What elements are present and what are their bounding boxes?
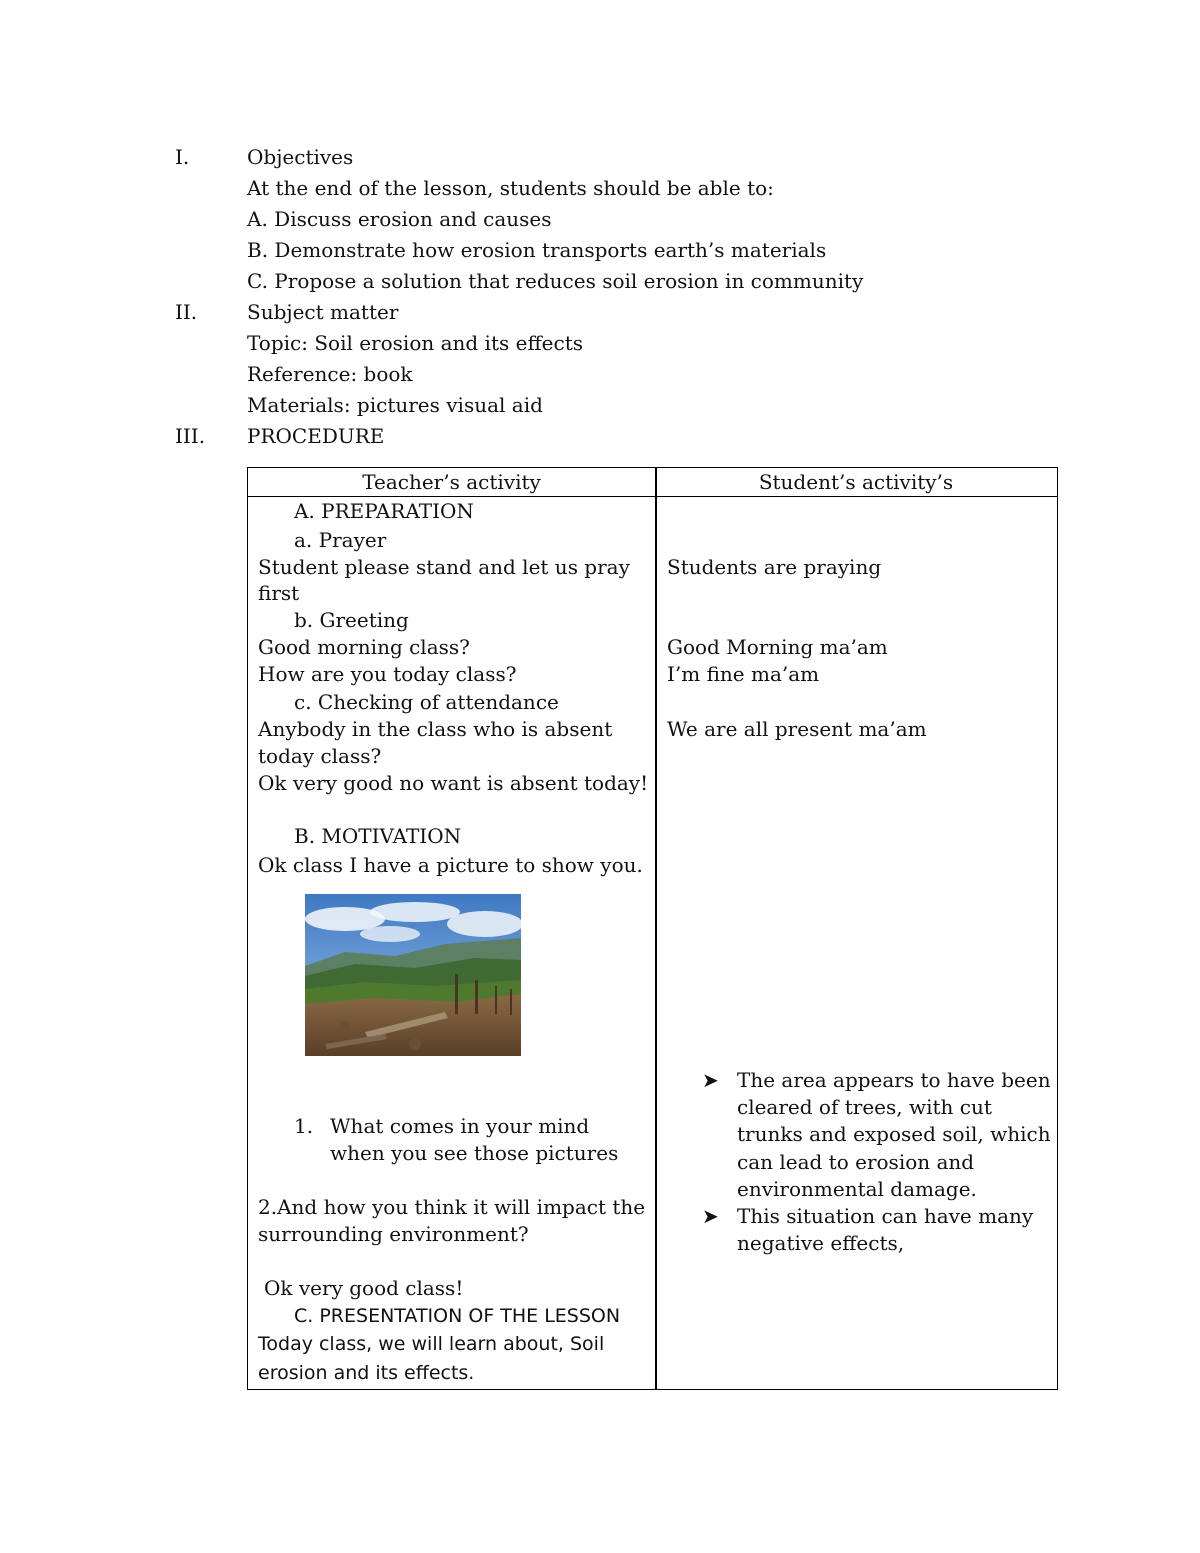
teacher-line: Ok very good no want is absent today!	[258, 771, 649, 795]
student-bullet-line: The area appears to have been	[737, 1068, 1051, 1092]
heading-preparation: A. PREPARATION	[294, 499, 474, 523]
subject-reference: Reference: book	[247, 362, 413, 386]
procedure-table	[247, 467, 1058, 1390]
student-response: We are all present ma’am	[667, 717, 927, 741]
teacher-line: Ok class I have a picture to show you.	[258, 853, 643, 877]
teacher-line: erosion and its effects.	[258, 1362, 475, 1384]
student-bullet-line: This situation can have many	[737, 1204, 1034, 1228]
header-teacher-activity: Teacher’s activity	[362, 470, 541, 494]
heading-presentation: C. PRESENTATION OF THE LESSON	[294, 1305, 621, 1327]
section-title-subject-matter: Subject matter	[247, 300, 399, 324]
teacher-question: when you see those pictures	[330, 1141, 619, 1165]
teacher-line: first	[258, 581, 300, 605]
student-bullet-line: negative effects,	[737, 1231, 905, 1255]
column-divider	[655, 468, 657, 1389]
student-response: Students are praying	[667, 555, 882, 579]
student-response: I’m fine ma’am	[667, 662, 820, 686]
student-response: Good Morning ma’am	[667, 635, 888, 659]
objectives-intro: At the end of the lesson, students should be able to:	[247, 176, 774, 200]
teacher-line: Today class, we will learn about, Soil	[258, 1333, 605, 1355]
teacher-line: Student please stand and let us pray	[258, 555, 630, 579]
subheading-attendance: c. Checking of attendance	[294, 690, 559, 714]
subheading-greeting: b. Greeting	[294, 608, 409, 632]
section-number-1: I.	[175, 145, 190, 169]
heading-motivation: B. MOTIVATION	[294, 824, 462, 848]
student-bullet-line: cleared of trees, with cut	[737, 1095, 992, 1119]
section-title-objectives: Objectives	[247, 145, 354, 169]
student-bullet-line: trunks and exposed soil, which	[737, 1122, 1051, 1146]
teacher-line: Anybody in the class who is absent	[258, 717, 613, 741]
arrow-bullet-icon: ➤	[702, 1068, 719, 1092]
subject-topic: Topic: Soil erosion and its effects	[247, 331, 583, 355]
header-student-activity: Student’s activity’s	[758, 470, 954, 494]
subject-materials: Materials: pictures visual aid	[247, 393, 543, 417]
arrow-bullet-icon: ➤	[702, 1204, 719, 1228]
objective-item: B. Demonstrate how erosion transports earth’s materials	[247, 238, 827, 262]
student-bullet-line: can lead to erosion and	[737, 1150, 975, 1174]
teacher-line: How are you today class?	[258, 662, 517, 686]
teacher-line: Ok very good class!	[264, 1276, 464, 1300]
objective-item: C. Propose a solution that reduces soil erosion in community	[247, 269, 864, 293]
section-number-3: III.	[175, 424, 206, 448]
objective-item: A. Discuss erosion and causes	[247, 207, 552, 231]
question-number: 1.	[294, 1114, 314, 1138]
section-title-procedure: PROCEDURE	[247, 424, 385, 448]
subheading-prayer: a. Prayer	[294, 528, 387, 552]
student-bullet-line: environmental damage.	[737, 1177, 977, 1201]
section-number-2: II.	[175, 300, 198, 324]
teacher-line: Good morning class?	[258, 635, 470, 659]
teacher-line: today class?	[258, 744, 382, 768]
teacher-question: What comes in your mind	[330, 1114, 590, 1138]
teacher-question: surrounding environment?	[258, 1222, 529, 1246]
teacher-question: 2.And how you think it will impact the	[258, 1195, 646, 1219]
deforestation-photo	[305, 894, 521, 1056]
